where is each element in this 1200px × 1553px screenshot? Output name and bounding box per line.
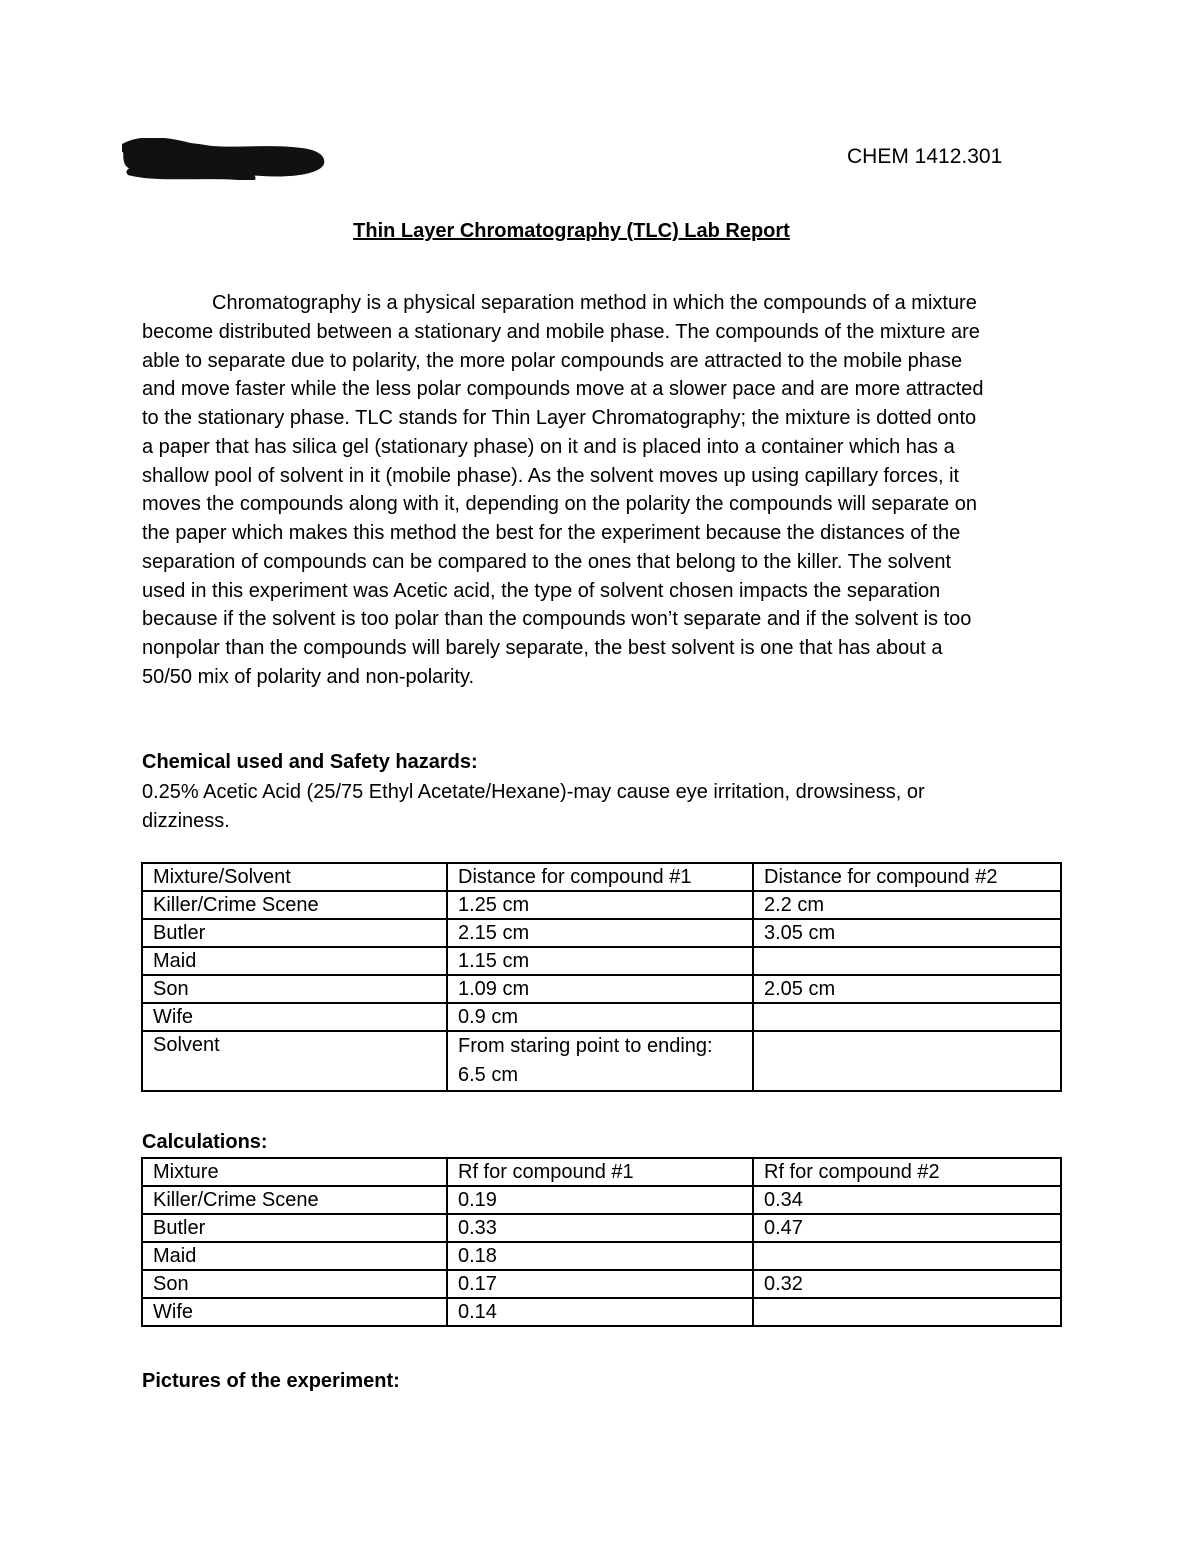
safety-line: dizziness. bbox=[142, 809, 230, 832]
table-header-cell: Rf for compound #1 bbox=[447, 1158, 753, 1186]
table-cell: 2.05 cm bbox=[753, 975, 1061, 1003]
intro-line: nonpolar than the compounds will barely separate, the best solvent is one that has about a bbox=[142, 637, 943, 659]
table-cell: Maid bbox=[142, 1242, 447, 1270]
table-header-cell: Rf for compound #2 bbox=[753, 1158, 1061, 1186]
table-cell: 0.19 bbox=[447, 1186, 753, 1214]
safety-line: 0.25% Acetic Acid (25/75 Ethyl Acetate/Hexane)-may cause eye irritation, drowsiness, or bbox=[142, 781, 925, 803]
intro-line: become distributed between a stationary and mobile phase. The compounds of the mixture are bbox=[142, 320, 980, 343]
table-cell: From staring point to ending: 6.5 cm bbox=[447, 1031, 753, 1091]
page-title: Thin Layer Chromatography (TLC) Lab Report bbox=[353, 220, 790, 242]
pictures-heading: Pictures of the experiment: bbox=[142, 1370, 400, 1392]
table-row bbox=[142, 1031, 1061, 1091]
table-row bbox=[142, 1214, 1061, 1242]
intro-line: to the stationary phase. TLC stands for Thin Layer Chromatography; the mixture is dotted onto bbox=[142, 407, 977, 429]
intro-paragraph bbox=[142, 289, 1082, 692]
table-row bbox=[142, 891, 1061, 919]
table-cell: 2.15 cm bbox=[447, 919, 753, 947]
table-cell: Wife bbox=[142, 1003, 447, 1031]
table-cell bbox=[753, 947, 1061, 975]
safety-heading: Chemical used and Safety hazards: bbox=[142, 751, 478, 773]
table-cell: 3.05 cm bbox=[753, 919, 1061, 947]
table-cell: Butler bbox=[142, 1214, 447, 1242]
table-row bbox=[142, 1003, 1061, 1031]
table-header-cell: Distance for compound #1 bbox=[447, 863, 753, 891]
table-cell: Son bbox=[142, 1270, 447, 1298]
table-cell: 1.15 cm bbox=[447, 947, 753, 975]
table-header-row bbox=[142, 863, 1061, 891]
calculations-heading: Calculations: bbox=[142, 1131, 268, 1153]
course-code: CHEM 1412.301 bbox=[847, 145, 1003, 168]
table-cell: Maid bbox=[142, 947, 447, 975]
intro-line: separation of compounds can be compared to the ones that belong to the killer. The solvent bbox=[142, 550, 952, 573]
table-cell: 0.33 bbox=[447, 1214, 753, 1242]
table-row bbox=[142, 975, 1061, 1003]
table-row bbox=[142, 1242, 1061, 1270]
table-row bbox=[142, 919, 1061, 947]
intro-line: used in this experiment was Acetic acid, the type of solvent chosen impacts the separation bbox=[142, 579, 941, 602]
intro-line: shallow pool of solvent in it (mobile phase). As the solvent moves up using capillary forces, it bbox=[142, 464, 960, 487]
table-header-cell: Mixture bbox=[142, 1158, 447, 1186]
intro-line: 50/50 mix of polarity and non-polarity. bbox=[142, 665, 475, 688]
rf-table bbox=[141, 1157, 1062, 1327]
table-header-row bbox=[142, 1158, 1061, 1186]
intro-line: moves the compounds along with it, depending on the polarity the compounds will separate on bbox=[142, 493, 977, 516]
intro-line: able to separate due to polarity, the more polar compounds are attracted to the mobile phase bbox=[142, 349, 963, 372]
table-cell bbox=[753, 1242, 1061, 1270]
table-cell: Killer/Crime Scene bbox=[142, 1186, 447, 1214]
table-cell: 1.25 cm bbox=[447, 891, 753, 919]
intro-line: the paper which makes this method the best for the experiment because the distances of the bbox=[142, 522, 961, 544]
safety-text bbox=[142, 778, 1062, 836]
table-cell: Wife bbox=[142, 1298, 447, 1326]
table-cell bbox=[753, 1298, 1061, 1326]
table-cell: Killer/Crime Scene bbox=[142, 891, 447, 919]
table-cell: 0.17 bbox=[447, 1270, 753, 1298]
table-header-cell: Distance for compound #2 bbox=[753, 863, 1061, 891]
table-header-cell: Mixture/Solvent bbox=[142, 863, 447, 891]
intro-line: and move faster while the less polar compounds move at a slower pace and are more attracted bbox=[142, 378, 984, 401]
table-cell: 2.2 cm bbox=[753, 891, 1061, 919]
table-cell: 0.9 cm bbox=[447, 1003, 753, 1031]
table-cell bbox=[753, 1031, 1061, 1091]
table-cell: 0.14 bbox=[447, 1298, 753, 1326]
intro-line: because if the solvent is too polar than the compounds won’t separate and if the solvent is too bbox=[142, 608, 972, 631]
intro-line: a paper that has silica gel (stationary phase) on it and is placed into a container which has a bbox=[142, 435, 955, 458]
table-cell: 0.32 bbox=[753, 1270, 1061, 1298]
table-cell: 1.09 cm bbox=[447, 975, 753, 1003]
intro-line: Chromatography is a physical separation method in which the compounds of a mixture bbox=[212, 292, 977, 314]
table-cell: Solvent bbox=[142, 1031, 447, 1091]
table-cell: 0.47 bbox=[753, 1214, 1061, 1242]
table-cell: 0.34 bbox=[753, 1186, 1061, 1214]
table-cell bbox=[753, 1003, 1061, 1031]
table-cell: Son bbox=[142, 975, 447, 1003]
table-row bbox=[142, 1298, 1061, 1326]
table-row bbox=[142, 1186, 1061, 1214]
distance-table bbox=[141, 862, 1062, 1092]
redacted-name bbox=[122, 138, 326, 180]
table-row bbox=[142, 947, 1061, 975]
table-cell: 0.18 bbox=[447, 1242, 753, 1270]
table-cell: Butler bbox=[142, 919, 447, 947]
table-row bbox=[142, 1270, 1061, 1298]
